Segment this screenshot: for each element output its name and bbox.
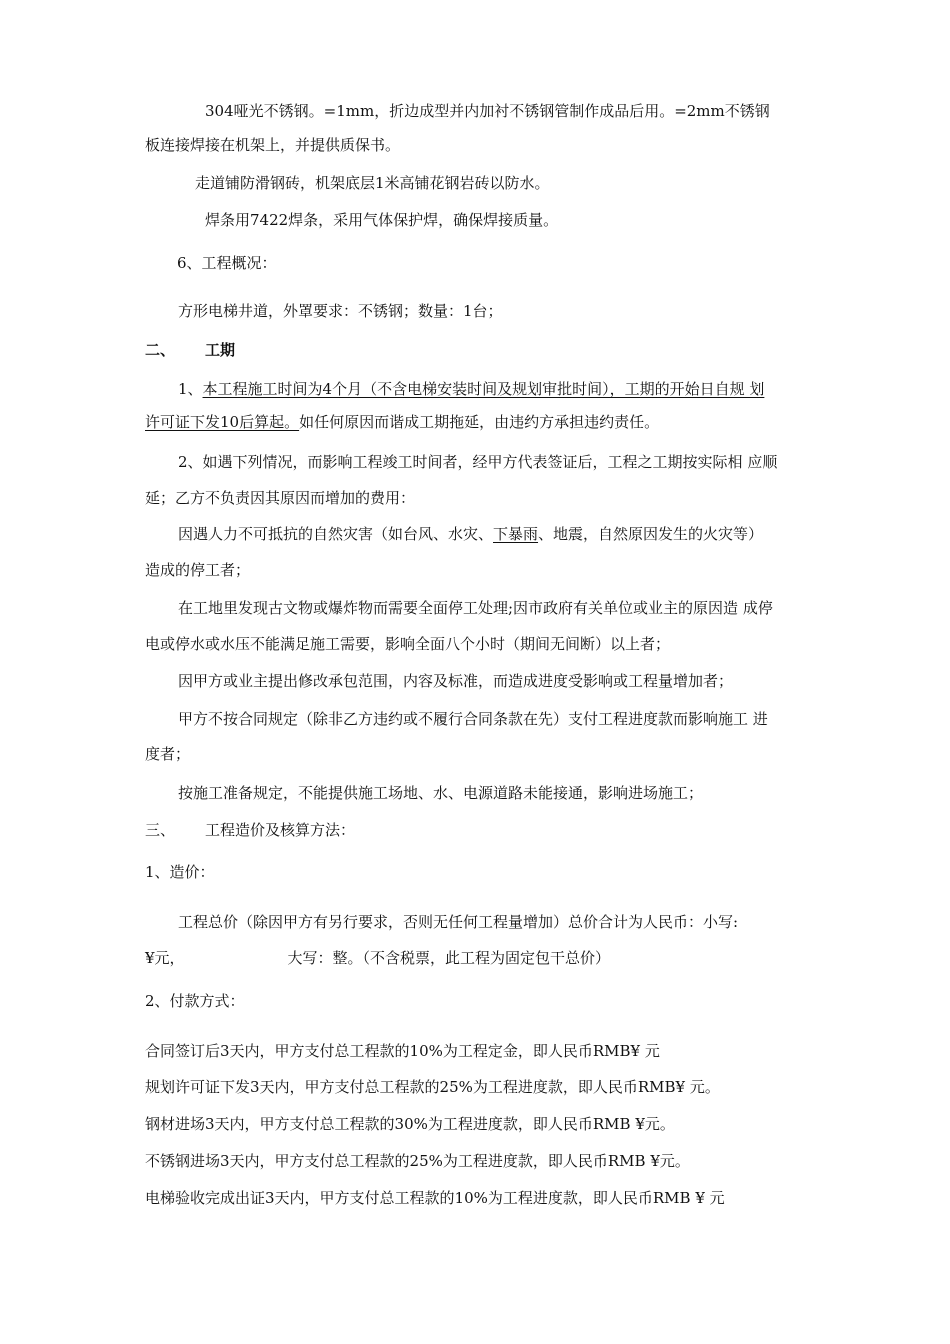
delay-case-5: 按施工准备规定，不能提供施工场地、水、电源道路未能接通，影响进场施工； [178, 784, 704, 802]
schedule-item-1-underlined-b: 许可证下发10后算起。 [145, 413, 300, 431]
intro-line-4: 焊条用7422焊条，采用气体保护焊，确保焊接质量。 [205, 211, 559, 229]
schedule-item-1-underlined-a: 本工程施工时间为4个月（不含电梯安装时间及规划审批时间），工期的开始日自规 划 [202, 380, 765, 398]
intro-line-2: 板连接焊接在机架上，并提供质保书。 [145, 136, 401, 154]
delay-case-1-text-b: 、地震，自然原因发生的火灾等） [538, 525, 764, 543]
schedule-item-1-rest: 如任何原因而谐成工期拖延，由违约方承担违约责任。 [299, 413, 660, 431]
schedule-item-2-line-2: 延；乙方不负责因其原因而增加的费用： [145, 489, 416, 507]
delay-case-2-line-2: 电或停水或水压不能满足施工需要，影响全面八个小时（期间无间断）以上者； [145, 635, 671, 653]
section-3-number: 三、 [145, 821, 176, 839]
delay-case-1-line-2: 造成的停工者； [145, 561, 251, 579]
payment-item: 合同签订后3天内，甲方支付总工程款的10%为工程定金，即人民币RMB¥ 元 [145, 1042, 660, 1060]
delay-case-1-underlined: 下暴雨 [493, 525, 539, 543]
section-3-title: 工程造价及核算方法： [205, 821, 356, 839]
schedule-item-1-line-2 [145, 411, 659, 433]
price-line-1: 工程总价（除因甲方有另行要求，否则无任何工程量增加）总价合计为人民币：小写: [178, 913, 739, 931]
delay-case-3: 因甲方或业主提出修改承包范围，内容及标准，而造成进度受影响或工程量增加者； [178, 672, 734, 690]
delay-case-2-line-1: 在工地里发现古文物或爆炸物而需要全面停工处理;因市政府有关单位或业主的原因造 成停 [178, 599, 773, 617]
delay-case-1-line-1 [178, 523, 763, 545]
price-heading: 1、造价： [145, 863, 215, 881]
overview-text: 方形电梯井道，外罩要求：不锈钢；数量：1台； [178, 302, 503, 320]
price-small-amount: ¥元， [145, 949, 185, 967]
overview-heading: 6、工程概况： [177, 254, 277, 272]
payment-item: 不锈钢进场3天内，甲方支付总工程款的25%为工程进度款，即人民币RMB ¥元。 [145, 1152, 690, 1170]
payment-item: 钢材进场3天内，甲方支付总工程款的30%为工程进度款，即人民币RMB ¥元。 [145, 1115, 675, 1133]
payment-heading: 2、付款方式： [145, 992, 245, 1010]
section-2-number: 二、 [145, 341, 176, 359]
delay-case-4-line-2: 度者； [145, 745, 191, 763]
intro-line-3: 走道铺防滑钢砖，机架底层1米高铺花钢岩砖以防水。 [195, 174, 550, 192]
payment-item: 规划许可证下发3天内，甲方支付总工程款的25%为工程进度款，即人民币RMB¥ 元。 [145, 1078, 720, 1096]
payment-item: 电梯验收完成出证3天内，甲方支付总工程款的10%为工程进度款，即人民币RMB ¥ 元 [145, 1189, 725, 1207]
price-capital-amount: 大写：整。（不含税票，此工程为固定包干总价） [287, 949, 611, 967]
schedule-item-1-number: 1、 [178, 380, 203, 398]
schedule-item-1-line-1 [178, 378, 764, 400]
section-2-heading [145, 339, 235, 361]
price-line-2 [145, 947, 610, 969]
section-3-heading [145, 819, 355, 841]
section-2-title: 工期 [205, 341, 236, 359]
delay-case-4-line-1: 甲方不按合同规定（除非乙方违约或不履行合同条款在先）支付工程进度款而影响施工 进 [178, 710, 768, 728]
intro-line-1: 304哑光不锈钢。=1mm，折边成型并内加衬不锈钢管制作成品后用。=2mm不锈钢 [205, 102, 770, 120]
schedule-item-2-line-1: 2、如遇下列情况，而影响工程竣工时间者，经甲方代表签证后，工程之工期按实际相 应顺 [178, 453, 778, 471]
delay-case-1-text-a: 因遇人力不可抵抗的自然灾害（如台风、水灾、 [178, 525, 494, 543]
